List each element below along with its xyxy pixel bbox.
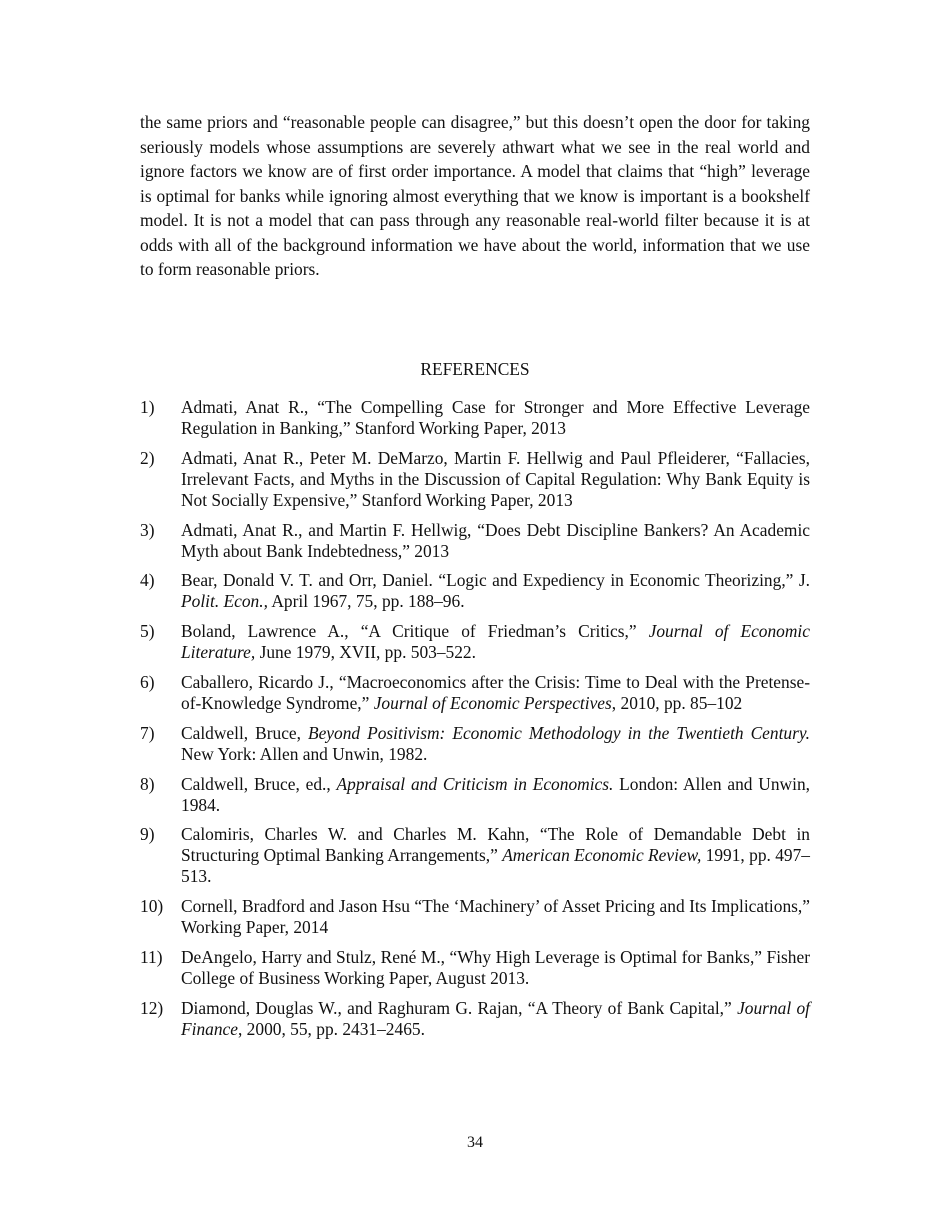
- reference-text-segment: June 1979, XVII, pp. 503–522.: [255, 642, 476, 663]
- reference-item: [140, 998, 810, 1040]
- reference-text-segment: Diamond, Douglas W., and Raghuram G. Rajan, “A Theory of Bank Capital,”: [181, 997, 738, 1018]
- reference-text: [181, 723, 810, 765]
- reference-text: [181, 774, 810, 816]
- reference-item: [140, 896, 810, 938]
- reference-number: 5): [140, 621, 155, 642]
- reference-text-segment: Calomiris, Charles W. and Charles M. Kahn, “The Role of Demandable Debt in Structuring Optimal Banking Arrangements,”: [181, 824, 810, 866]
- reference-text-segment: Caldwell, Bruce,: [181, 722, 308, 743]
- reference-item: [140, 520, 810, 562]
- reference-item: [140, 621, 810, 663]
- references-heading: REFERENCES: [420, 359, 530, 379]
- reference-item: [140, 570, 810, 612]
- reference-text: [181, 448, 810, 511]
- reference-text-segment: Cornell, Bradford and Jason Hsu “The ‘Machinery’ of Asset Pricing and Its Implications,” Working Paper, 2014: [181, 896, 810, 938]
- reference-title-italic: Beyond Positivism: Economic Methodology in the Twentieth Century.: [307, 722, 810, 743]
- reference-title-italic: American Economic Review,: [502, 845, 702, 866]
- reference-item: [140, 824, 810, 887]
- reference-text: [181, 621, 810, 663]
- reference-number: 8): [140, 773, 155, 794]
- references-list: [140, 397, 810, 1049]
- page-number: 34: [467, 1134, 483, 1151]
- reference-number: 7): [140, 722, 155, 743]
- reference-number: 11): [140, 946, 163, 967]
- reference-text: [181, 998, 810, 1040]
- reference-title-italic: Journal of Finance: [181, 997, 811, 1039]
- body-paragraph: the same priors and “reasonable people can disagree,” but this doesn’t open the door for taking seriously models whose assumptions are severely athwart what we see in the real world and ignore factors we know are of first order importance. A model that claims that “high” leverage is optimal for banks while ignoring almost everything that we know is important is a bookshelf model. It is not a model that can pass through any reasonable real-world filter because it is at odds with all of the background information we have about the world, information that we use to form reasonable priors.: [140, 112, 810, 279]
- reference-text: [181, 672, 810, 714]
- reference-item: [140, 723, 810, 765]
- reference-text-segment: DeAngelo, Harry and Stulz, René M., “Why High Leverage is Optimal for Banks,” Fisher College of Business Working Paper, August 2013.: [181, 946, 810, 988]
- reference-title-italic: Journal of Economic Literature,: [181, 621, 810, 663]
- reference-text-segment: Caldwell, Bruce, ed.,: [181, 773, 337, 794]
- reference-item: [140, 448, 810, 511]
- reference-text-segment: London: Allen and Unwin, 1984.: [181, 773, 810, 815]
- reference-text-segment: Bear, Donald V. T. and Orr, Daniel. “Logic and Expediency in Economic Theorizing,” J.: [181, 570, 810, 591]
- reference-text: [181, 824, 810, 887]
- reference-text-segment: Admati, Anat R., “The Compelling Case for Stronger and More Effective Leverage Regulation in Banking,” Stanford Working Paper, 2013: [181, 397, 810, 438]
- reference-title-italic: Appraisal and Criticism in Economics.: [336, 773, 614, 794]
- reference-text: [181, 896, 810, 938]
- reference-item: [140, 397, 810, 439]
- reference-text-segment: New York: Allen and Unwin, 1982.: [181, 743, 428, 764]
- reference-text-segment: Admati, Anat R., and Martin F. Hellwig, “Does Debt Discipline Bankers? An Academic Myth about Bank Indebtedness,” 2013: [181, 519, 810, 561]
- reference-text: [181, 397, 810, 439]
- reference-number: 12): [140, 997, 164, 1018]
- reference-number: 6): [140, 671, 155, 692]
- reference-item: [140, 774, 810, 816]
- reference-title-italic: Journal of Economic Perspectives: [373, 692, 612, 713]
- reference-text-segment: 1991, pp. 497–513.: [181, 845, 810, 887]
- reference-text: [181, 947, 810, 989]
- reference-number: 4): [140, 570, 155, 591]
- reference-number: 9): [140, 824, 155, 845]
- reference-item: [140, 947, 810, 989]
- reference-text-segment: Admati, Anat R., Peter M. DeMarzo, Martin F. Hellwig and Paul Pfleiderer, “Fallacies, Irrelevant Facts, and Myths in the Discussion of Capital Regulation: Why Bank Equity is Not Socially Expensive,” Stanford Working Paper, 2013: [181, 447, 810, 510]
- reference-number: 2): [140, 447, 155, 468]
- reference-number: 10): [140, 896, 164, 917]
- reference-text-segment: , 2000, 55, pp. 2431–2465.: [237, 1018, 425, 1039]
- reference-item: [140, 672, 810, 714]
- reference-text: [181, 570, 810, 612]
- reference-title-italic: Polit. Econ.,: [181, 591, 268, 612]
- reference-text: [181, 520, 810, 562]
- reference-number: 3): [140, 519, 155, 540]
- reference-text-segment: Caballero, Ricardo J., “Macroeconomics after the Crisis: Time to Deal with the Pretense-of-Knowledge Syndrome,”: [181, 671, 810, 713]
- reference-number: 1): [140, 397, 155, 417]
- page-content: [140, 110, 811, 1039]
- reference-text-segment: April 1967, 75, pp. 188–96.: [267, 591, 465, 612]
- reference-text-segment: , 2010, pp. 85–102: [611, 692, 743, 713]
- reference-text-segment: Boland, Lawrence A., “A Critique of Friedman’s Critics,”: [181, 621, 649, 642]
